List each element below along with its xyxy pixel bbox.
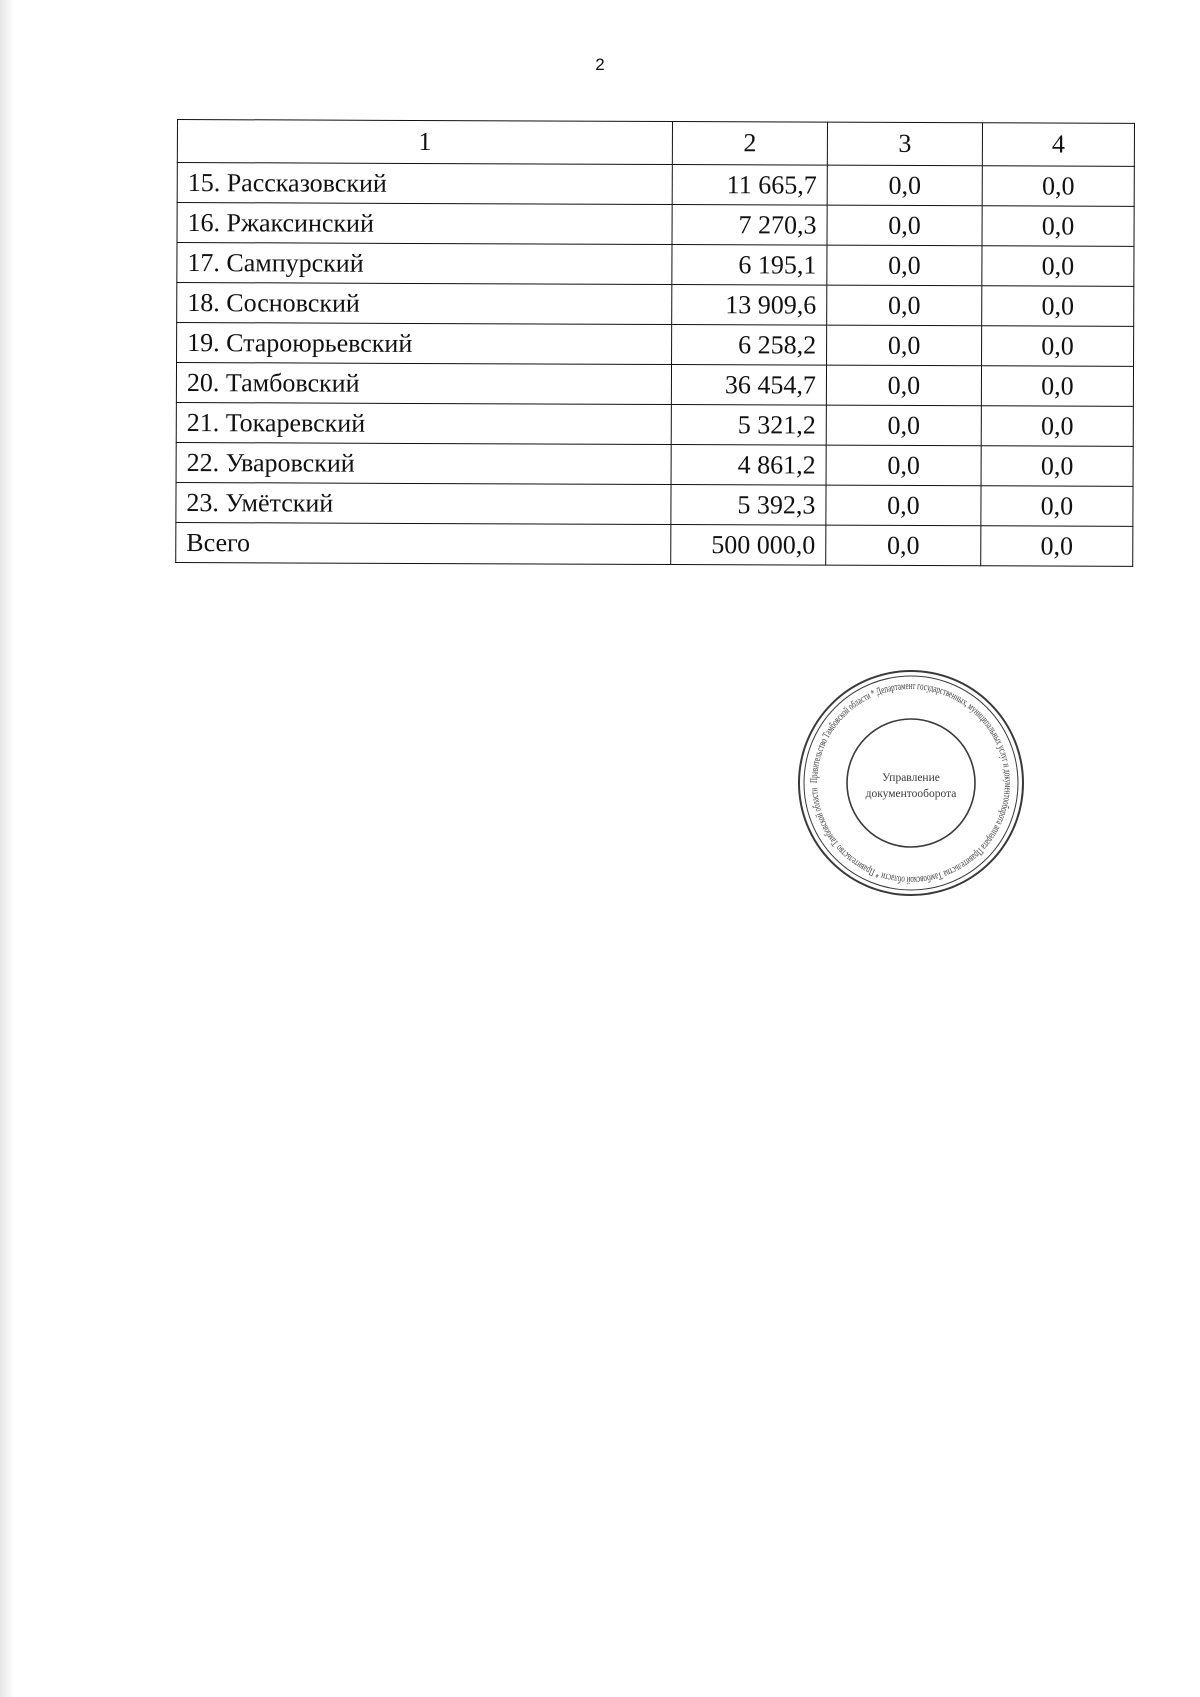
amount-col4: 0,0 (981, 446, 1133, 487)
total-col3: 0,0 (826, 525, 981, 566)
amount-col3: 0,0 (826, 365, 981, 406)
total-col4: 0,0 (981, 526, 1133, 567)
amount-col2: 4 861,2 (671, 444, 826, 485)
column-header-4: 4 (982, 123, 1134, 167)
district-name: 21. Токаревский (176, 402, 671, 444)
table-row (177, 283, 1134, 327)
district-name: 23. Умётский (176, 482, 671, 524)
table-row (176, 363, 1133, 407)
district-name: 20. Тамбовский (176, 363, 671, 405)
district-name: 18. Сосновский (177, 283, 672, 325)
amount-col4: 0,0 (981, 366, 1133, 407)
amount-col2: 7 270,3 (672, 204, 827, 245)
seal-outer-text: Правительство Тамбовской области * Департамент государственных, муниципальных услуг и документооборота аппарата Правительства Тамбовской области * Правительство Тамбовской области (808, 680, 1014, 886)
column-header-2: 2 (672, 121, 827, 165)
amount-col3: 0,0 (827, 245, 982, 286)
column-header-3: 3 (827, 122, 982, 166)
amount-col4: 0,0 (982, 246, 1134, 287)
amount-col2: 6 258,2 (672, 324, 827, 365)
amount-col3: 0,0 (827, 205, 982, 246)
district-name: 22. Уваровский (176, 442, 671, 484)
amount-col2: 36 454,7 (671, 364, 826, 405)
scan-edge-shadow (0, 0, 14, 1697)
table-total-row (176, 522, 1133, 566)
amount-col3: 0,0 (826, 445, 981, 486)
seal-center-line1: Управление (882, 772, 940, 784)
allocation-table (175, 119, 1135, 567)
amount-col3: 0,0 (826, 485, 981, 526)
amount-col3: 0,0 (827, 285, 982, 326)
official-seal-stamp (795, 667, 1027, 899)
amount-col2: 13 909,6 (672, 284, 827, 325)
amount-col4: 0,0 (982, 326, 1134, 367)
district-name: 19. Староюрьевский (177, 323, 672, 365)
total-col2: 500 000,0 (671, 524, 826, 565)
table-row (177, 203, 1134, 247)
seal-center-line2: документооборота (865, 788, 957, 800)
total-label: Всего (176, 522, 671, 564)
amount-col2: 5 392,3 (671, 484, 826, 525)
amount-col4: 0,0 (982, 166, 1134, 207)
table-row (177, 243, 1134, 287)
amount-col2: 11 665,7 (672, 164, 827, 205)
district-name: 17. Сампурский (177, 243, 672, 285)
amount-col3: 0,0 (826, 405, 981, 446)
table-row (177, 163, 1134, 207)
amount-col4: 0,0 (981, 486, 1133, 527)
table-row (176, 482, 1133, 526)
amount-col3: 0,0 (827, 165, 982, 206)
amount-col4: 0,0 (982, 206, 1134, 247)
amount-col3: 0,0 (827, 325, 982, 366)
amount-col2: 6 195,1 (672, 244, 827, 285)
page-number: 2 (595, 55, 605, 74)
table-row (177, 323, 1134, 367)
table-row (176, 402, 1133, 446)
table-header-row (177, 120, 1134, 167)
amount-col4: 0,0 (982, 286, 1134, 327)
table-row (176, 442, 1133, 486)
district-name: 15. Рассказовский (177, 163, 672, 205)
amount-col2: 5 321,2 (671, 404, 826, 445)
district-name: 16. Ржаксинский (177, 203, 672, 245)
amount-col4: 0,0 (981, 406, 1133, 447)
column-header-1: 1 (177, 120, 672, 165)
